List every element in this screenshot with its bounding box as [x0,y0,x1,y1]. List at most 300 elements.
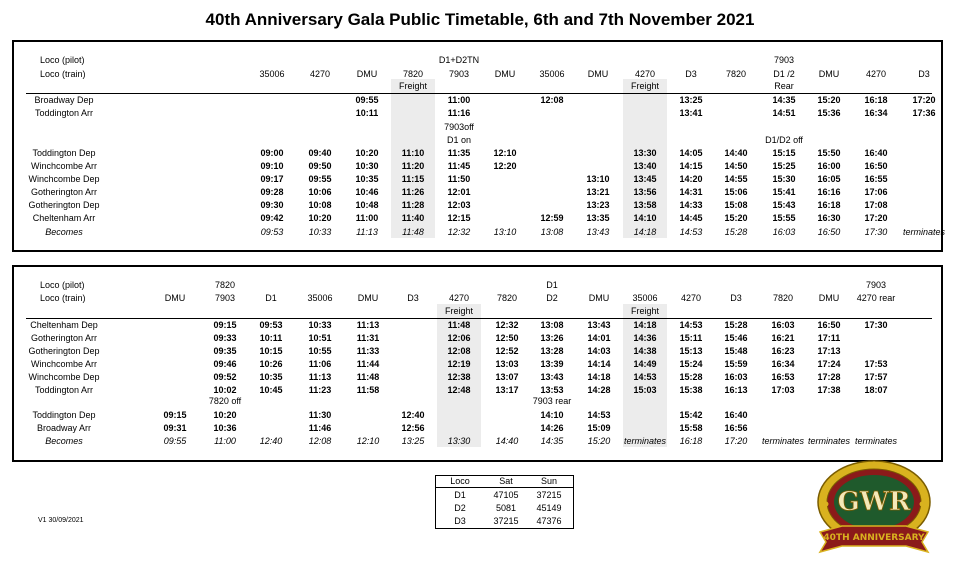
header-divider [26,318,932,319]
gwr-40th-anniversary-logo [812,458,936,558]
time-cell: 11:31 [356,333,380,343]
time-cell: 17:36 [912,108,936,118]
time-cell: 12:01 [447,187,471,197]
timetable-return-panel [12,265,943,462]
train-loco: 7820 [496,293,518,303]
time-cell: 16:03 [771,320,795,330]
becomes-cell: 12:10 [356,436,380,446]
becomes-cell: 13:08 [540,227,564,237]
time-cell: 14:35 [772,95,796,105]
becomes-cell: 12:08 [308,436,332,446]
time-cell: 15:03 [633,385,657,395]
time-cell: 09:46 [213,359,237,369]
station-label: Winchcombe Arr [30,161,98,171]
time-cell: 11:58 [356,385,380,395]
time-cell: 11:48 [447,320,471,330]
train-loco: DMU [588,293,610,303]
train-loco: 4270 [448,293,470,303]
loco-change-note: D1 on [446,135,472,145]
loco-train-label: Loco (train) [40,69,86,79]
time-cell: 10:20 [213,410,237,420]
time-cell: 15:30 [772,174,796,184]
train-loco: DMU [494,69,516,79]
becomes-cell: 11:13 [356,227,378,237]
loco-pilot-label: Loco (pilot) [40,55,85,65]
train-loco: 35006 [539,69,565,79]
station-label: Winchcombe Dep [28,372,100,382]
train-loco: 4270 rear [856,293,896,303]
train-loco: DMU [818,293,840,303]
time-cell: 10:46 [355,187,379,197]
becomes-cell: 14:40 [495,436,519,446]
time-cell: 14:49 [633,359,657,369]
time-cell: 11:50 [447,174,471,184]
train-loco: 4270 [309,69,331,79]
time-cell: 17:28 [817,372,841,382]
becomes-cell: 14:53 [679,227,703,237]
time-cell: 10:06 [308,187,332,197]
time-cell: 10:26 [259,359,283,369]
time-cell: 09:55 [355,95,379,105]
station-label: Cheltenham Arr [32,213,96,223]
time-cell: 11:16 [447,108,471,118]
time-cell: 15:43 [772,200,796,210]
time-cell: 14:03 [587,346,611,356]
pilot-loco: 7820 [214,280,236,290]
time-cell: 10:33 [308,320,332,330]
loco-table-cell: 45149 [536,503,562,513]
loco-sub-note: Freight [630,306,660,316]
time-cell: 10:35 [259,372,283,382]
time-cell: 16:18 [817,200,841,210]
time-cell: 11:00 [447,95,471,105]
time-cell: 14:18 [587,372,611,382]
train-loco: DMU [164,293,186,303]
becomes-cell: 16:18 [679,436,703,446]
time-cell: 12:19 [447,359,471,369]
time-cell: 12:56 [401,423,425,433]
time-cell: 09:15 [163,410,187,420]
time-cell: 15:28 [679,372,703,382]
train-loco: 4270 [865,69,887,79]
becomes-cell: 13:25 [401,436,425,446]
time-cell: 11:45 [447,161,471,171]
station-label: Gotherington Dep [28,346,100,356]
time-cell: 17:08 [864,200,888,210]
time-cell: 13:58 [633,200,657,210]
time-cell: 11:30 [308,410,332,420]
time-cell: 09:28 [260,187,284,197]
time-cell: 16:00 [817,161,841,171]
station-label: Winchcombe Dep [28,174,100,184]
time-cell: 16:50 [817,320,841,330]
train-loco: 7820 [725,69,747,79]
becomes-cell: 15:20 [587,436,611,446]
time-cell: 14:14 [587,359,611,369]
time-cell: 13:23 [586,200,610,210]
becomes-label: Becomes [45,227,83,237]
time-cell: 16:13 [724,385,748,395]
time-cell: 11:26 [401,187,425,197]
becomes-cell: 14:18 [633,227,657,237]
time-cell: 17:13 [817,346,841,356]
train-loco: DMU [356,69,378,79]
loco-table-cell: D1 [454,490,466,500]
time-cell: 10:36 [213,423,237,433]
time-cell: 16:53 [771,372,795,382]
time-cell: 09:15 [213,320,237,330]
time-cell: 17:38 [817,385,841,395]
time-cell: 11:10 [401,148,425,158]
loco-table-cell: D3 [454,516,466,526]
becomes-label: Becomes [45,436,83,446]
header-divider [26,93,932,94]
becomes-cell: 15:28 [724,227,748,237]
time-cell: 13:17 [495,385,519,395]
time-cell: 13:07 [495,372,519,382]
time-cell: 14:31 [679,187,703,197]
time-cell: 13:30 [633,148,657,158]
time-cell: 16:56 [724,423,748,433]
time-cell: 16:30 [817,213,841,223]
time-cell: 15:15 [772,148,796,158]
becomes-cell: 14:35 [540,436,564,446]
station-label: Toddington Arr [34,385,94,395]
time-cell: 10:15 [259,346,283,356]
becomes-cell: 10:33 [308,227,332,237]
svg-text:40TH ANNIVERSARY: 40TH ANNIVERSARY [823,533,925,543]
station-label: Gotherington Dep [28,200,100,210]
becomes-cell: 12:40 [259,436,283,446]
loco-table-cell: 47376 [536,516,562,526]
time-cell: 13:10 [586,174,610,184]
time-cell: 14:45 [679,213,703,223]
loco-allocation-table [435,475,574,529]
time-cell: 13:41 [679,108,703,118]
time-cell: 12:52 [495,346,519,356]
pilot-loco: 7903 [773,55,795,65]
time-cell: 11:28 [401,200,425,210]
time-cell: 13:40 [633,161,657,171]
becomes-cell: terminates [761,436,805,446]
time-cell: 10:51 [308,333,332,343]
train-loco: 7903 [448,69,470,79]
time-cell: 12:15 [447,213,471,223]
time-cell: 15:38 [679,385,703,395]
pilot-loco: 7903 [865,280,887,290]
time-cell: 16:18 [864,95,888,105]
time-cell: 14:20 [679,174,703,184]
time-cell: 13:43 [587,320,611,330]
station-label: Gotherington Arr [30,187,98,197]
becomes-cell: 13:43 [586,227,610,237]
train-loco: 7820 [772,293,794,303]
time-cell: 16:03 [724,372,748,382]
time-cell: 14:40 [724,148,748,158]
time-cell: 15:55 [772,213,796,223]
time-cell: 18:07 [864,385,888,395]
time-cell: 14:53 [633,372,657,382]
time-cell: 09:42 [260,213,284,223]
time-cell: 17:11 [817,333,841,343]
train-loco: D3 [918,69,930,79]
time-cell: 13:53 [540,385,564,395]
time-cell: 16:50 [864,161,888,171]
time-cell: 09:31 [163,423,187,433]
time-cell: 14:50 [724,161,748,171]
train-loco: 35006 [307,293,333,303]
time-cell: 15:20 [724,213,748,223]
train-loco: 7903 [214,293,236,303]
time-cell: 15:58 [679,423,703,433]
time-cell: 11:15 [401,174,425,184]
becomes-cell: 13:30 [447,436,471,446]
loco-sub-note: Rear [774,81,794,91]
time-cell: 13:39 [540,359,564,369]
time-cell: 12:08 [540,95,564,105]
becomes-cell: 11:00 [214,436,236,446]
time-cell: 16:34 [771,359,795,369]
time-cell: 14:01 [587,333,611,343]
time-cell: 16:40 [864,148,888,158]
train-loco: D1 [265,293,277,303]
time-cell: 09:52 [213,372,237,382]
time-cell: 10:11 [259,333,283,343]
timetable-saturday-panel [12,40,946,252]
becomes-cell: 09:55 [163,436,187,446]
time-cell: 15:11 [679,333,703,343]
time-cell: 12:38 [447,372,471,382]
train-loco: 4270 [634,69,656,79]
time-cell: 10:08 [308,200,332,210]
time-cell: 13:26 [540,333,564,343]
time-cell: 12:50 [495,333,519,343]
time-cell: 17:20 [912,95,936,105]
becomes-cell: terminates [807,436,851,446]
time-cell: 15:41 [772,187,796,197]
time-cell: 13:28 [540,346,564,356]
time-cell: 15:20 [817,95,841,105]
time-cell: 13:56 [633,187,657,197]
pilot-loco: D1+D2TN [438,55,480,65]
time-cell: 14:33 [679,200,703,210]
station-label: Cheltenham Dep [30,320,98,330]
station-label: Gotherington Arr [30,333,98,343]
loco-table-cell: 47105 [493,490,519,500]
loco-pilot-label: Loco (pilot) [40,280,85,290]
time-cell: 15:59 [724,359,748,369]
time-cell: 17:24 [817,359,841,369]
loco-sub-note: Freight [630,81,660,91]
time-cell: 16:23 [771,346,795,356]
time-cell: 15:13 [679,346,703,356]
becomes-cell: 17:30 [864,227,888,237]
time-cell: 14:10 [540,410,564,420]
train-loco: 35006 [259,69,285,79]
becomes-cell: terminates [623,436,667,446]
loco-table-header: Loco [450,476,470,486]
version-note: V1 30/09/2021 [38,517,84,524]
time-cell: 09:40 [308,148,332,158]
time-cell: 13:03 [495,359,519,369]
time-cell: 11:46 [308,423,332,433]
time-cell: 15:09 [587,423,611,433]
time-cell: 11:00 [355,213,379,223]
train-loco: 35006 [632,293,658,303]
becomes-cell: 09:53 [260,227,284,237]
time-cell: 10:02 [213,385,237,395]
time-cell: 15:06 [724,187,748,197]
time-cell: 17:57 [864,372,888,382]
time-cell: 14:10 [633,213,657,223]
train-loco: D3 [407,293,419,303]
time-cell: 09:10 [260,161,284,171]
time-cell: 15:46 [724,333,748,343]
time-cell: 15:28 [724,320,748,330]
time-cell: 15:48 [724,346,748,356]
time-cell: 15:42 [679,410,703,420]
time-cell: 14:51 [772,108,796,118]
loco-table-cell: 37215 [493,516,519,526]
loco-change-note: 7820 off [208,396,242,406]
time-cell: 11:48 [356,372,380,382]
train-loco: 4270 [680,293,702,303]
time-cell: 17:03 [771,385,795,395]
time-cell: 13:25 [679,95,703,105]
time-cell: 15:36 [817,108,841,118]
becomes-cell: 16:03 [772,227,796,237]
loco-train-label: Loco (train) [40,293,86,303]
time-cell: 11:06 [308,359,332,369]
loco-table-cell: D2 [454,503,466,513]
time-cell: 10:48 [355,200,379,210]
loco-table-cell: 5081 [495,503,517,513]
time-cell: 11:13 [356,320,380,330]
time-cell: 11:35 [447,148,471,158]
time-cell: 13:45 [633,174,657,184]
time-cell: 14:26 [540,423,564,433]
time-cell: 10:20 [308,213,332,223]
time-cell: 14:18 [633,320,657,330]
loco-change-note: 7903off [444,122,474,132]
time-cell: 10:55 [308,346,332,356]
train-loco: DMU [357,293,379,303]
time-cell: 10:30 [355,161,379,171]
becomes-cell: 16:50 [817,227,841,237]
time-cell: 16:34 [864,108,888,118]
time-cell: 14:36 [633,333,657,343]
loco-table-header: Sat [499,476,513,486]
page-title: 40th Anniversary Gala Public Timetable, 6th and 7th November 2021 [205,10,755,29]
time-cell: 15:08 [724,200,748,210]
time-cell: 09:53 [259,320,283,330]
loco-table-header: Sun [540,476,558,486]
time-cell: 13:35 [586,213,610,223]
time-cell: 13:21 [586,187,610,197]
time-cell: 17:20 [864,213,888,223]
time-cell: 12:10 [493,148,517,158]
time-cell: 11:44 [356,359,380,369]
time-cell: 11:33 [356,346,380,356]
loco-sub-note: Freight [398,81,428,91]
time-cell: 10:11 [355,108,379,118]
station-label: Toddington Dep [32,410,96,420]
becomes-cell: terminates [854,436,898,446]
time-cell: 11:20 [401,161,425,171]
time-cell: 13:08 [540,320,564,330]
loco-change-note: 7903 rear [532,396,572,406]
time-cell: 14:53 [587,410,611,420]
time-cell: 14:53 [679,320,703,330]
time-cell: 13:43 [540,372,564,382]
becomes-cell: 13:10 [493,227,517,237]
time-cell: 14:05 [679,148,703,158]
time-cell: 16:05 [817,174,841,184]
time-cell: 12:08 [447,346,471,356]
time-cell: 17:06 [864,187,888,197]
time-cell: 11:40 [401,213,425,223]
time-cell: 15:25 [772,161,796,171]
svg-text:GWR: GWR [837,487,911,517]
time-cell: 10:45 [259,385,283,395]
time-cell: 14:15 [679,161,703,171]
time-cell: 17:53 [864,359,888,369]
time-cell: 10:35 [355,174,379,184]
time-cell: 11:13 [308,372,332,382]
loco-sub-note: Freight [444,306,474,316]
time-cell: 16:21 [771,333,795,343]
train-loco: 7820 [402,69,424,79]
train-loco: D3 [730,293,742,303]
time-cell: 14:38 [633,346,657,356]
time-cell: 14:28 [587,385,611,395]
becomes-cell: 17:20 [724,436,748,446]
station-label: Toddington Arr [34,108,94,118]
time-cell: 10:20 [355,148,379,158]
train-loco: D3 [685,69,697,79]
station-label: Broadway Dep [34,95,94,105]
time-cell: 09:30 [260,200,284,210]
time-cell: 12:03 [447,200,471,210]
train-loco: D2 [546,293,558,303]
train-loco: D1 /2 [773,69,795,79]
loco-change-note: D1/D2 off [765,135,803,145]
time-cell: 15:50 [817,148,841,158]
station-label: Broadway Arr [36,423,92,433]
time-cell: 16:40 [724,410,748,420]
station-label: Toddington Dep [32,148,96,158]
time-cell: 16:16 [817,187,841,197]
pilot-loco: D1 [546,280,558,290]
train-loco: DMU [587,69,609,79]
becomes-cell: terminates [902,227,946,237]
time-cell: 09:00 [260,148,284,158]
becomes-cell: 11:48 [402,227,424,237]
time-cell: 12:59 [540,213,564,223]
time-cell: 09:50 [308,161,332,171]
time-cell: 12:48 [447,385,471,395]
time-cell: 09:35 [213,346,237,356]
time-cell: 09:55 [308,174,332,184]
time-cell: 12:32 [495,320,519,330]
time-cell: 15:24 [679,359,703,369]
becomes-cell: 12:32 [447,227,471,237]
time-cell: 12:06 [447,333,471,343]
time-cell: 09:33 [213,333,237,343]
train-loco: DMU [818,69,840,79]
time-cell: 16:55 [864,174,888,184]
station-label: Winchcombe Arr [30,359,98,369]
